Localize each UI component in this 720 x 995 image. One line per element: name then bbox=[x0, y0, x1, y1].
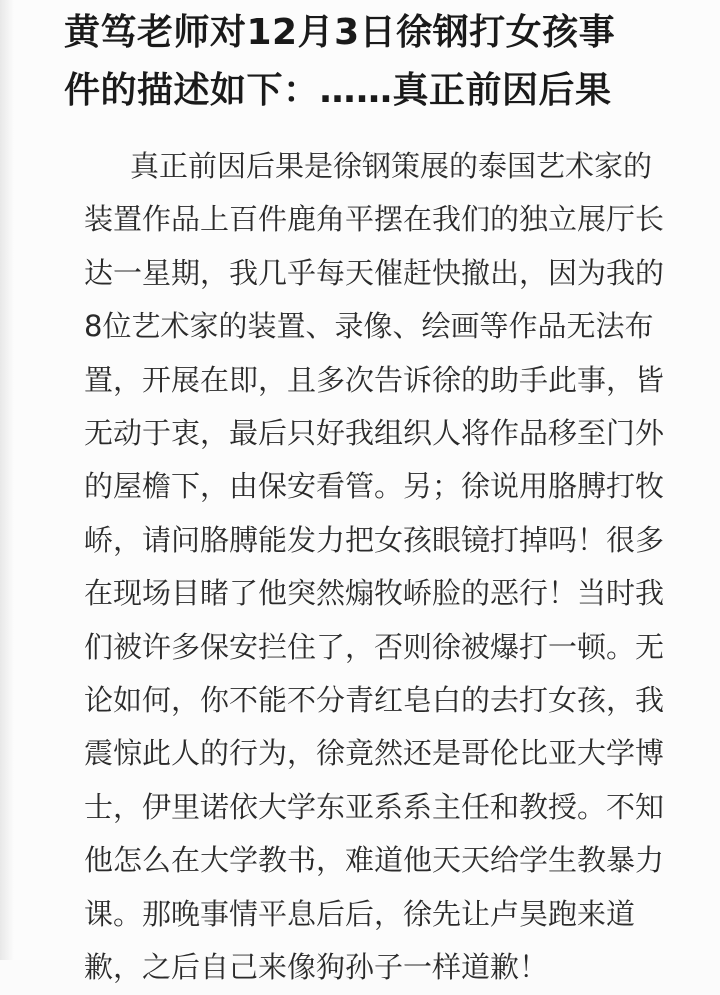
article-title bbox=[64, 4, 704, 120]
body-line: 置，开展在即，且多次告诉徐的助手此事，皆 bbox=[84, 362, 665, 397]
body-line: 他怎么在大学教书，难道他天天给学生教暴力 bbox=[84, 843, 665, 878]
body-line: 们被许多保安拦住了，否则徐被爆打一顿。无 bbox=[84, 629, 665, 664]
body-line: 8位艺术家的装置、录像、绘画等作品无法布 bbox=[84, 309, 654, 344]
title-line: 件的描述如下：……真正前因后果 bbox=[64, 70, 612, 111]
body-line: 士，伊里诺依大学东亚系系主任和教授。不知 bbox=[84, 789, 665, 824]
body-line: 歉，之后自己来像狗孙子一样道歉！ bbox=[84, 950, 549, 985]
body-line: 真正前因后果是徐钢策展的泰国艺术家的 bbox=[130, 149, 653, 183]
body-line: 论如何，你不能不分青红皂白的去打女孩，我 bbox=[84, 683, 665, 718]
title-line: 黄笃老师对12月3日徐钢打女孩事 bbox=[64, 12, 616, 53]
body-line: 装置作品上百件鹿角平摆在我们的独立展厅长 bbox=[84, 202, 665, 237]
body-line: 震惊此人的行为，徐竟然还是哥伦比亚大学博 bbox=[84, 736, 665, 771]
body-line: 峤，请问胳膊能发力把女孩眼镜打掉吗！很多 bbox=[84, 522, 665, 557]
body-line: 在现场目睹了他突然煽牧峤脸的恶行！当时我 bbox=[84, 576, 665, 611]
article-body bbox=[84, 140, 704, 995]
body-line: 达一星期，我几乎每天催赶快撤出，因为我的 bbox=[84, 255, 665, 290]
body-line: 无动于衷，最后只好我组织人将作品移至门外 bbox=[84, 416, 665, 451]
body-line: 的屋檐下，由保安看管。另；徐说用胳膊打牧 bbox=[84, 469, 665, 504]
page-left-edge bbox=[0, 0, 14, 960]
body-line: 课。那晚事情平息后后，徐先让卢昊跑来道 bbox=[84, 896, 636, 931]
